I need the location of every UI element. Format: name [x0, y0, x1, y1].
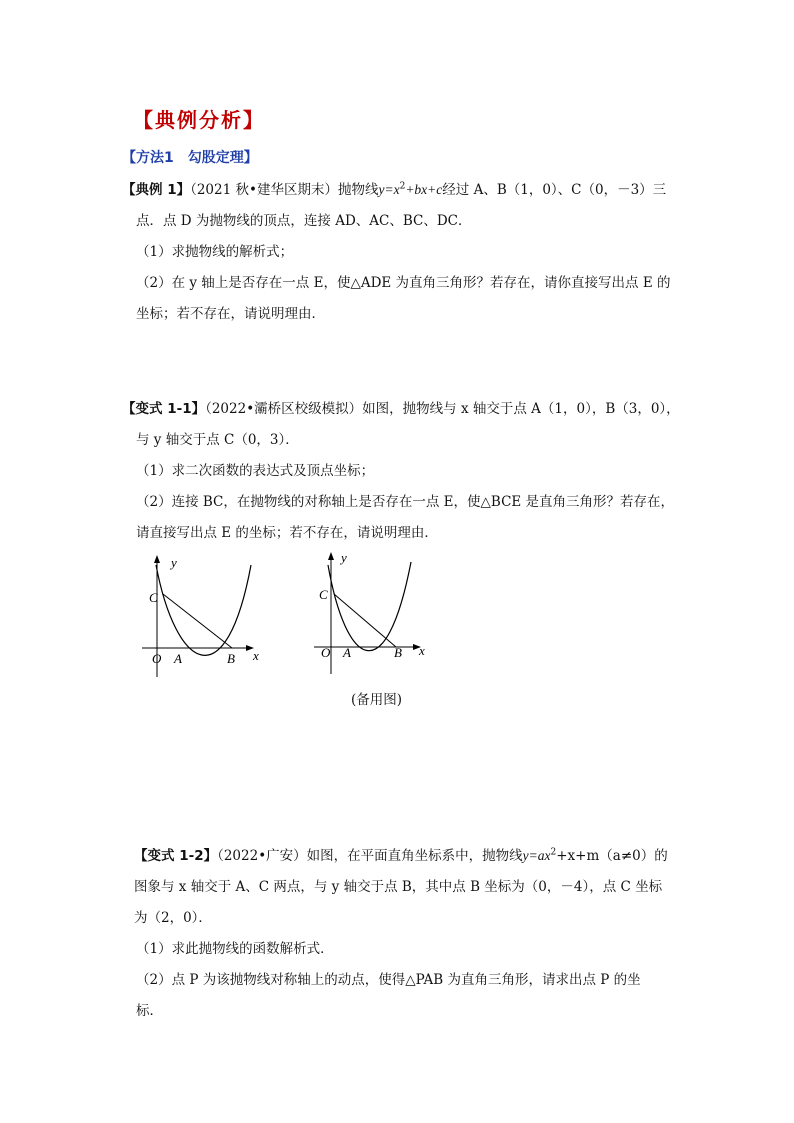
example-1-eq-exp: 2 [399, 181, 406, 192]
figure-1-line-bc [163, 594, 232, 648]
example-1-tag: 【典例 1】 [122, 182, 191, 198]
variant-1-1-line-1 [122, 397, 680, 417]
variant-1-1-line-2: 与 y 轴交于点 C（0，3）． [136, 432, 299, 448]
variant-1-2-line-3: 为（2，0）． [134, 910, 212, 926]
method-label: 【方法1 勾股定理】 [122, 150, 258, 166]
variant-1-2-eq-main: y=ax [522, 848, 551, 863]
figure-2-y-arrow [328, 552, 334, 560]
figure-2-parabola [328, 562, 411, 651]
variant-1-2-line-1-pre: 如图，在平面直角坐标系中，抛物线 [306, 848, 523, 864]
figure-2-label-y: y [341, 550, 347, 565]
variant-1-2-question-2-line-2: 标． [136, 1003, 163, 1019]
figure-2-label-a: A [343, 645, 351, 660]
variant-1-1-line-1-rest: 如图，抛物线与 x 轴交于点 A（1，0），B（3，0）， [362, 401, 680, 417]
variant-1-2-line-2: 图象与 x 轴交于 A、C 两点，与 y 轴交于点 B，其中点 B 坐标为（0，－4），点 C 坐标 [134, 879, 663, 895]
example-1-line-1-rest: 经过 A、B（1，0）、C（0，－3）三 [442, 182, 667, 198]
variant-1-2-line-1 [134, 844, 668, 864]
example-1-line-1 [122, 178, 666, 198]
variant-1-1-question-2-line-1: （2）连接 BC，在抛物线的对称轴上是否存在一点 E，使△BCE 是直角三角形？若存在， [136, 494, 675, 510]
figure-2-label-b: B [394, 645, 402, 660]
figure-2-label-c: C [319, 587, 328, 602]
variant-1-2-eq-exp: 2 [550, 847, 557, 858]
spare-figure-caption: (备用图) [351, 692, 403, 708]
example-1-line-2: 点．点 D 为抛物线的顶点，连接 AD、AC、BC、DC． [136, 213, 472, 229]
figure-1-label-y: y [171, 555, 177, 570]
figure-1-label-c: C [149, 590, 158, 605]
example-1-eq-assign: =x [384, 182, 400, 197]
section-title: 【典例分析】 [133, 108, 265, 132]
example-1-question-1: （1）求抛物线的解析式； [136, 244, 294, 260]
example-1-text: 抛物线 [337, 182, 379, 198]
figure-1-label-b: B [227, 651, 235, 666]
variant-1-1-question-2-line-2: 请直接写出点 E 的坐标；若不存在，请说明理由． [136, 525, 438, 541]
variant-1-2-question-1: （1）求此抛物线的函数解析式． [136, 941, 334, 957]
variant-1-1-source: （2022•灞桥区校级模拟） [205, 401, 363, 417]
variant-1-2-eq-rest: +x+m（a≠0）的 [556, 848, 668, 864]
variant-1-2-tag: 【变式 1-2】 [134, 848, 218, 864]
figure-1-label-o: O [152, 651, 162, 666]
figure-2-label-x: x [419, 643, 425, 658]
variant-1-1-question-1: （1）求二次函数的表达式及顶点坐标； [136, 463, 375, 479]
figure-1-label-a: A [174, 651, 182, 666]
figure-2-label-o: O [321, 645, 331, 660]
parabola-figure-1 [136, 550, 266, 680]
figure-1-y-arrow [154, 555, 160, 563]
example-1-question-2-line-2: 坐标；若不存在，请说明理由． [136, 306, 325, 322]
example-1-source: （2021 秋•建华区期末） [190, 182, 338, 198]
variant-1-2-question-2-line-1: （2）点 P 为该抛物线对称轴上的动点，使得△PAB 为直角三角形，请求出点 P 的坐 [136, 972, 641, 988]
variant-1-2-source: （2022•广安） [217, 848, 307, 864]
example-1-eq-y: y [378, 182, 385, 197]
example-1-eq-rest: +bx+c [405, 182, 443, 197]
parabola-figure-2 [306, 547, 436, 677]
variant-1-1-tag: 【变式 1-1】 [122, 401, 206, 417]
figure-1-parabola [156, 565, 251, 655]
figure-1-label-x: x [253, 648, 259, 663]
example-1-question-2-line-1: （2）在 y 轴上是否存在一点 E，使△ADE 为直角三角形？若存在，请你直接写出点 E 的 [136, 275, 671, 291]
